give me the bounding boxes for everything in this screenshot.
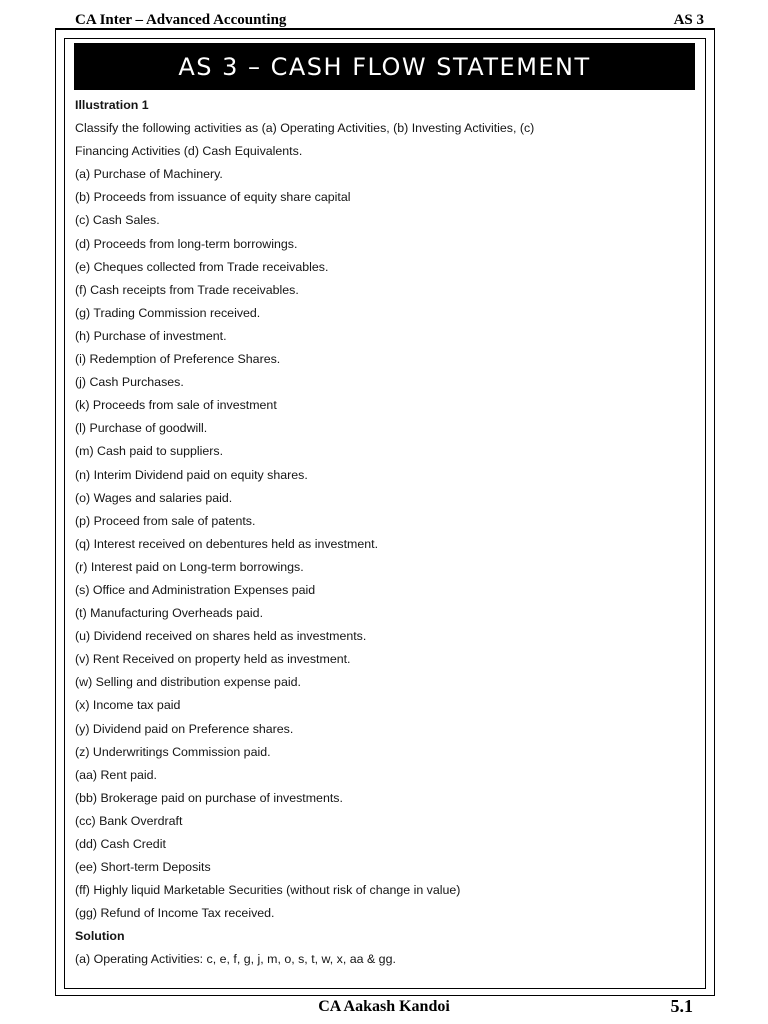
list-item: (ff) Highly liquid Marketable Securities (without risk of change in value) <box>75 883 461 898</box>
list-item: (cc) Bank Overdraft <box>75 813 183 828</box>
page-title: AS 3 – CASH FLOW STATEMENT <box>74 43 695 90</box>
list-item: (z) Underwritings Commission paid. <box>75 744 271 759</box>
list-item: (l) Purchase of goodwill. <box>75 421 208 436</box>
intro-line: Classify the following activities as (a) Operating Activities, (b) Investing Activities, (c) <box>75 121 535 136</box>
list-item: (b) Proceeds from issuance of equity share capital <box>75 190 351 205</box>
solution-heading: Solution <box>75 929 125 944</box>
list-item: (j) Cash Purchases. <box>75 375 184 390</box>
list-item: (s) Office and Administration Expenses paid <box>75 582 316 597</box>
list-item: (gg) Refund of Income Tax received. <box>75 906 275 921</box>
list-item: (v) Rent Received on property held as investment. <box>75 652 351 667</box>
list-item: (k) Proceeds from sale of investment <box>75 398 277 413</box>
header-chapter-label: AS 3 <box>673 12 704 28</box>
list-item: (a) Purchase of Machinery. <box>75 167 223 182</box>
list-item: (t) Manufacturing Overheads paid. <box>75 606 264 621</box>
list-item: (bb) Brokerage paid on purchase of investments. <box>75 790 343 805</box>
list-item: (d) Proceeds from long-term borrowings. <box>75 236 298 251</box>
intro-line: Financing Activities (d) Cash Equivalents. <box>75 144 303 159</box>
list-item: (r) Interest paid on Long-term borrowings. <box>75 559 304 574</box>
page-content <box>75 94 695 972</box>
list-item: (q) Interest received on debentures held as investment. <box>75 536 379 551</box>
list-item: (f) Cash receipts from Trade receivables. <box>75 282 299 297</box>
list-item: (u) Dividend received on shares held as investments. <box>75 629 367 644</box>
activity-list <box>75 163 695 925</box>
illustration-heading: Illustration 1 <box>75 98 149 112</box>
list-item: (aa) Rent paid. <box>75 767 157 782</box>
header-course-title: CA Inter – Advanced Accounting <box>75 12 287 28</box>
list-item: (h) Purchase of investment. <box>75 328 227 343</box>
list-item: (c) Cash Sales. <box>75 213 160 228</box>
list-item: (p) Proceed from sale of patents. <box>75 513 256 528</box>
list-item: (x) Income tax paid <box>75 698 181 713</box>
list-item: (i) Redemption of Preference Shares. <box>75 352 281 367</box>
list-item: (e) Cheques collected from Trade receivables. <box>75 259 329 274</box>
list-item: (ee) Short-term Deposits <box>75 860 211 875</box>
solution-line: (a) Operating Activities: c, e, f, g, j, m, o, s, t, w, x, aa & gg. <box>75 952 396 967</box>
list-item: (n) Interim Dividend paid on equity shares. <box>75 467 308 482</box>
page-number: 5.1 <box>670 996 693 1016</box>
list-item: (dd) Cash Credit <box>75 837 166 851</box>
page-footer <box>0 996 768 1020</box>
footer-author: CA Aakash Kandoi <box>318 998 450 1015</box>
list-item: (m) Cash paid to suppliers. <box>75 444 224 459</box>
list-item: (g) Trading Commission received. <box>75 305 261 320</box>
list-item: (o) Wages and salaries paid. <box>75 490 233 505</box>
list-item: (w) Selling and distribution expense paid. <box>75 675 301 690</box>
running-header <box>75 10 704 30</box>
list-item: (y) Dividend paid on Preference shares. <box>75 721 294 736</box>
